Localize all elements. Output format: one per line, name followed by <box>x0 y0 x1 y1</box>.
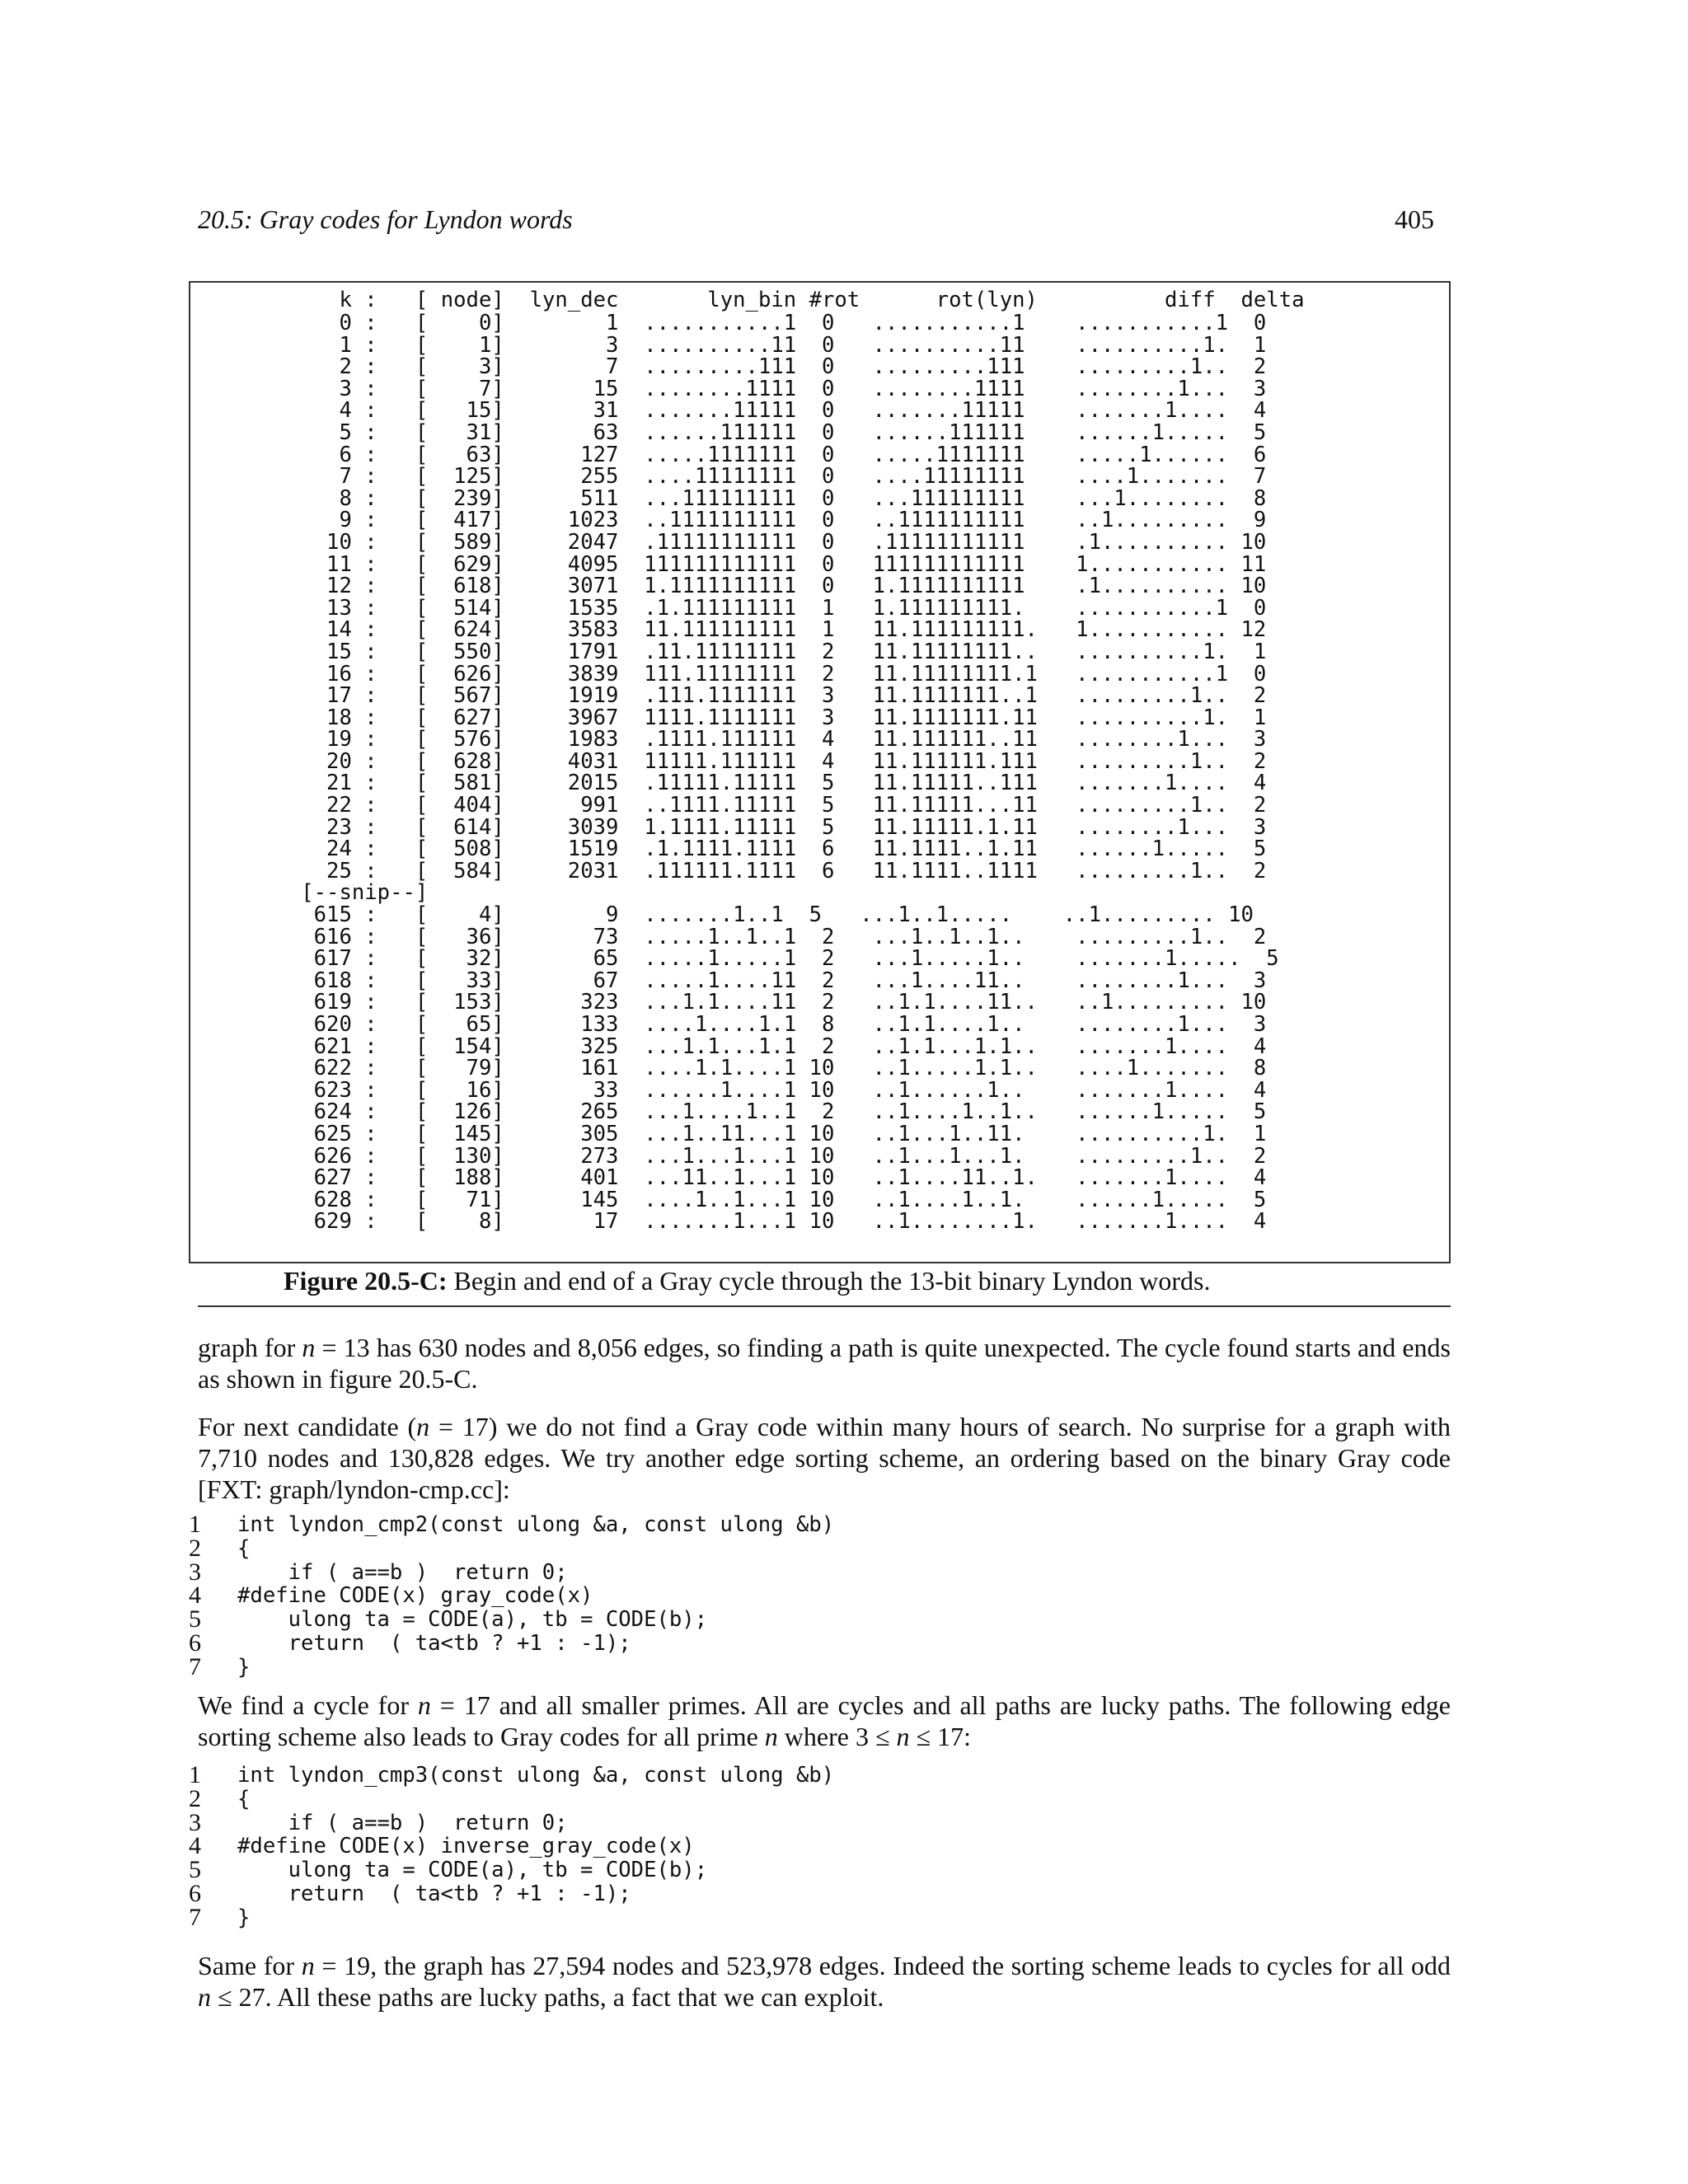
table-row: 8 : [ 239] 511 ...111111111 0 ...111111111 ...1........ 8 <box>263 485 1267 511</box>
table-row: 5 : [ 31] 63 ......111111 0 ......111111 ......1..... 5 <box>263 419 1267 445</box>
code-line-text: } <box>237 1654 251 1680</box>
table-row: 629 : [ 8] 17 .......1...1 10 ..1........1. .......1.... 4 <box>263 1209 1267 1235</box>
table-row: 615 : [ 4] 9 .......1..1 5 ...1..1..... ..1......... 10 <box>263 902 1254 928</box>
running-head-title: 20.5: Gray codes for Lyndon words <box>198 204 573 234</box>
table-row: 15 : [ 550] 1791 .11.11111111 2 11.11111111.. ..........1. 1 <box>263 639 1267 664</box>
table-row: 9 : [ 417] 1023 ..1111111111 0 ..1111111111 ..1......... 9 <box>263 508 1267 533</box>
code-line-text: ulong ta = CODE(a), tb = CODE(b); <box>237 1858 708 1883</box>
table-row: 624 : [ 126] 265 ...1....1..1 2 ..1....1..1.. ......1..... 5 <box>263 1099 1267 1125</box>
code-line-text: int lyndon_cmp3(const ulong &a, const ulong &b) <box>237 1763 835 1788</box>
code-line-text: { <box>237 1786 251 1811</box>
table-row: 7 : [ 125] 255 ....11111111 0 ....11111111 ....1....... 7 <box>263 464 1267 490</box>
code-line-text: if ( a==b ) return 0; <box>237 1810 568 1835</box>
figure-table-box <box>189 281 1451 1263</box>
table-row: 620 : [ 65] 133 ....1....1.1 8 ..1.1....1.. ........1... 3 <box>263 1012 1267 1037</box>
code-line-text: int lyndon_cmp2(const ulong &a, const ulong &b) <box>237 1512 835 1537</box>
table-row: 19 : [ 576] 1983 .1111.111111 4 11.111111..11 ........1... 3 <box>263 727 1267 752</box>
code-line-text: } <box>237 1905 251 1930</box>
table-row: 14 : [ 624] 3583 11.111111111 1 11.111111111. 1........... 12 <box>263 617 1267 643</box>
paragraph-3: We find a cycle for n = 17 and all smaller primes. All are cycles and all paths are lucky paths. The following edge sorting scheme also leads to Gray codes for all prime n where 3 ≤ n ≤ 17: <box>198 1690 1451 1751</box>
running-head <box>198 204 1434 241</box>
table-row: 627 : [ 188] 401 ...11..1...1 10 ..1....11..1. .......1.... 4 <box>263 1165 1267 1191</box>
table-row: 6 : [ 63] 127 .....1111111 0 .....1111111 .....1...... 6 <box>263 442 1267 467</box>
table-row: 619 : [ 153] 323 ...1.1....11 2 ..1.1....11.. ..1......... 10 <box>263 990 1267 1015</box>
table-row: 23 : [ 614] 3039 1.1111.11111 5 11.11111.1.11 ........1... 3 <box>263 814 1267 840</box>
table-row: 0 : [ 0] 1 ...........1 0 ...........1 ...........1 0 <box>263 311 1267 335</box>
table-row: 618 : [ 33] 67 .....1....11 2 ...1....11.. ........1... 3 <box>263 968 1267 993</box>
table-row: 3 : [ 7] 15 ........1111 0 ........1111 ........1... 3 <box>263 376 1267 401</box>
table-snip-marker: [--snip--] <box>263 880 429 906</box>
table-row: 17 : [ 567] 1919 .111.1111111 3 11.1111111..1 .........1.. 2 <box>263 683 1267 709</box>
code-line-number: 3 <box>189 1558 201 1586</box>
code-line-number: 7 <box>189 1903 201 1931</box>
code-line-text: #define CODE(x) gray_code(x) <box>237 1583 593 1609</box>
table-row: 621 : [ 154] 325 ...1.1...1.1 2 ..1.1...1.1.. .......1.... 4 <box>263 1033 1267 1059</box>
code-line-number: 6 <box>189 1629 201 1657</box>
figure-caption <box>284 1266 1210 1296</box>
table-row: 25 : [ 584] 2031 .111111.1111 6 11.1111..1111 .........1.. 2 <box>263 858 1267 883</box>
paragraph-4: Same for n = 19, the graph has 27,594 nodes and 523,978 edges. Indeed the sorting scheme leads to cycles for all odd n ≤ 27. All these paths are lucky paths, a fact that we can exploit. <box>198 1951 1451 2012</box>
code-line-number: 3 <box>189 1808 201 1836</box>
table-row: 12 : [ 618] 3071 1.1111111111 0 1.1111111111 .1.......... 10 <box>263 574 1267 599</box>
table-body <box>263 312 1279 1233</box>
table-row: 616 : [ 36] 73 .....1..1..1 2 ...1..1..1.. .........1.. 2 <box>263 924 1267 949</box>
table-row: 13 : [ 514] 1535 .1.111111111 1 1.111111111. ...........1 0 <box>263 595 1267 621</box>
table-row: 10 : [ 589] 2047 .11111111111 0 .11111111111 .1.......... 10 <box>263 529 1267 555</box>
code-line-text: #define CODE(x) inverse_gray_code(x) <box>237 1834 695 1859</box>
caption-rule <box>198 1305 1451 1307</box>
table-row: 16 : [ 626] 3839 111.11111111 2 11.11111111.1 ...........1 0 <box>263 661 1267 687</box>
code-line-text: return ( ta<tb ? +1 : -1); <box>237 1881 631 1906</box>
table-header: k : [ node] lyn_dec lyn_bin #rot rot(lyn) diff delta <box>263 288 1305 312</box>
code-line-number: 1 <box>189 1761 201 1788</box>
table-row: 1 : [ 1] 3 ..........11 0 ..........11 ..........1. 1 <box>263 332 1267 358</box>
paragraph-1: graph for n = 13 has 630 nodes and 8,056 edges, so finding a path is quite unexpected. The cycle found starts and ends as shown in figure 20.5-C. <box>198 1333 1451 1394</box>
table-row: 20 : [ 628] 4031 11111.111111 4 11.111111.111 .........1.. 2 <box>263 748 1267 774</box>
code-line-text: { <box>237 1535 251 1561</box>
table-row: 623 : [ 16] 33 ......1....1 10 ..1......1.. .......1.... 4 <box>263 1077 1267 1103</box>
page-number: 405 <box>1395 204 1434 234</box>
code-line-number: 2 <box>189 1784 201 1812</box>
table-row: 4 : [ 15] 31 .......11111 0 .......11111 .......1.... 4 <box>263 398 1267 424</box>
code-line-number: 4 <box>189 1832 201 1860</box>
table-row: 2 : [ 3] 7 .........111 0 .........111 .........1.. 2 <box>263 354 1267 380</box>
code-line-number: 1 <box>189 1511 201 1538</box>
figure-caption-label: Figure 20.5-C: <box>284 1266 448 1296</box>
code-line-number: 4 <box>189 1582 201 1610</box>
table-row: 617 : [ 32] 65 .....1.....1 2 ...1.....1.. .......1..... 5 <box>263 946 1279 972</box>
table-row: 628 : [ 71] 145 ....1..1...1 10 ..1....1..1. ......1..... 5 <box>263 1187 1267 1212</box>
table-row: 24 : [ 508] 1519 .1.1111.1111 6 11.1111..1.11 ......1..... 5 <box>263 837 1267 862</box>
table-row: 18 : [ 627] 3967 1111.1111111 3 11.1111111.11 ..........1. 1 <box>263 705 1267 730</box>
table-row: 622 : [ 79] 161 ....1.1....1 10 ..1.....1.1.. ....1....... 8 <box>263 1056 1267 1081</box>
table-row: 21 : [ 581] 2015 .11111.11111 5 11.11111..111 .......1.... 4 <box>263 771 1267 796</box>
code-line-text: ulong ta = CODE(a), tb = CODE(b); <box>237 1607 708 1633</box>
code-line-number: 5 <box>189 1856 201 1884</box>
code-line-number: 7 <box>189 1652 201 1680</box>
table-row: 11 : [ 629] 4095 111111111111 0 111111111111 1........... 11 <box>263 551 1267 577</box>
code-line-text: if ( a==b ) return 0; <box>237 1559 568 1585</box>
code-line-number: 6 <box>189 1879 201 1907</box>
table-row: 625 : [ 145] 305 ...1..11...1 10 ..1...1..11. ..........1. 1 <box>263 1121 1267 1146</box>
table-row: 626 : [ 130] 273 ...1...1...1 10 ..1...1...1. .........1.. 2 <box>263 1143 1267 1169</box>
table-row: 22 : [ 404] 991 ..1111.11111 5 11.11111...11 .........1.. 2 <box>263 793 1267 818</box>
code-line-number: 5 <box>189 1605 201 1633</box>
figure-caption-text: Begin and end of a Gray cycle through the 13-bit binary Lyndon words. <box>453 1266 1211 1296</box>
paragraph-2: For next candidate (n = 17) we do not find a Gray code within many hours of search. No surprise for a graph with 7,710 nodes and 130,828 edges. We try another edge sorting scheme, an ordering based on the binary Gray code [FXT: graph/lyndon-cmp.cc]: <box>198 1412 1451 1504</box>
code-line-text: return ( ta<tb ? +1 : -1); <box>237 1630 631 1656</box>
code-line-number: 2 <box>189 1534 201 1562</box>
